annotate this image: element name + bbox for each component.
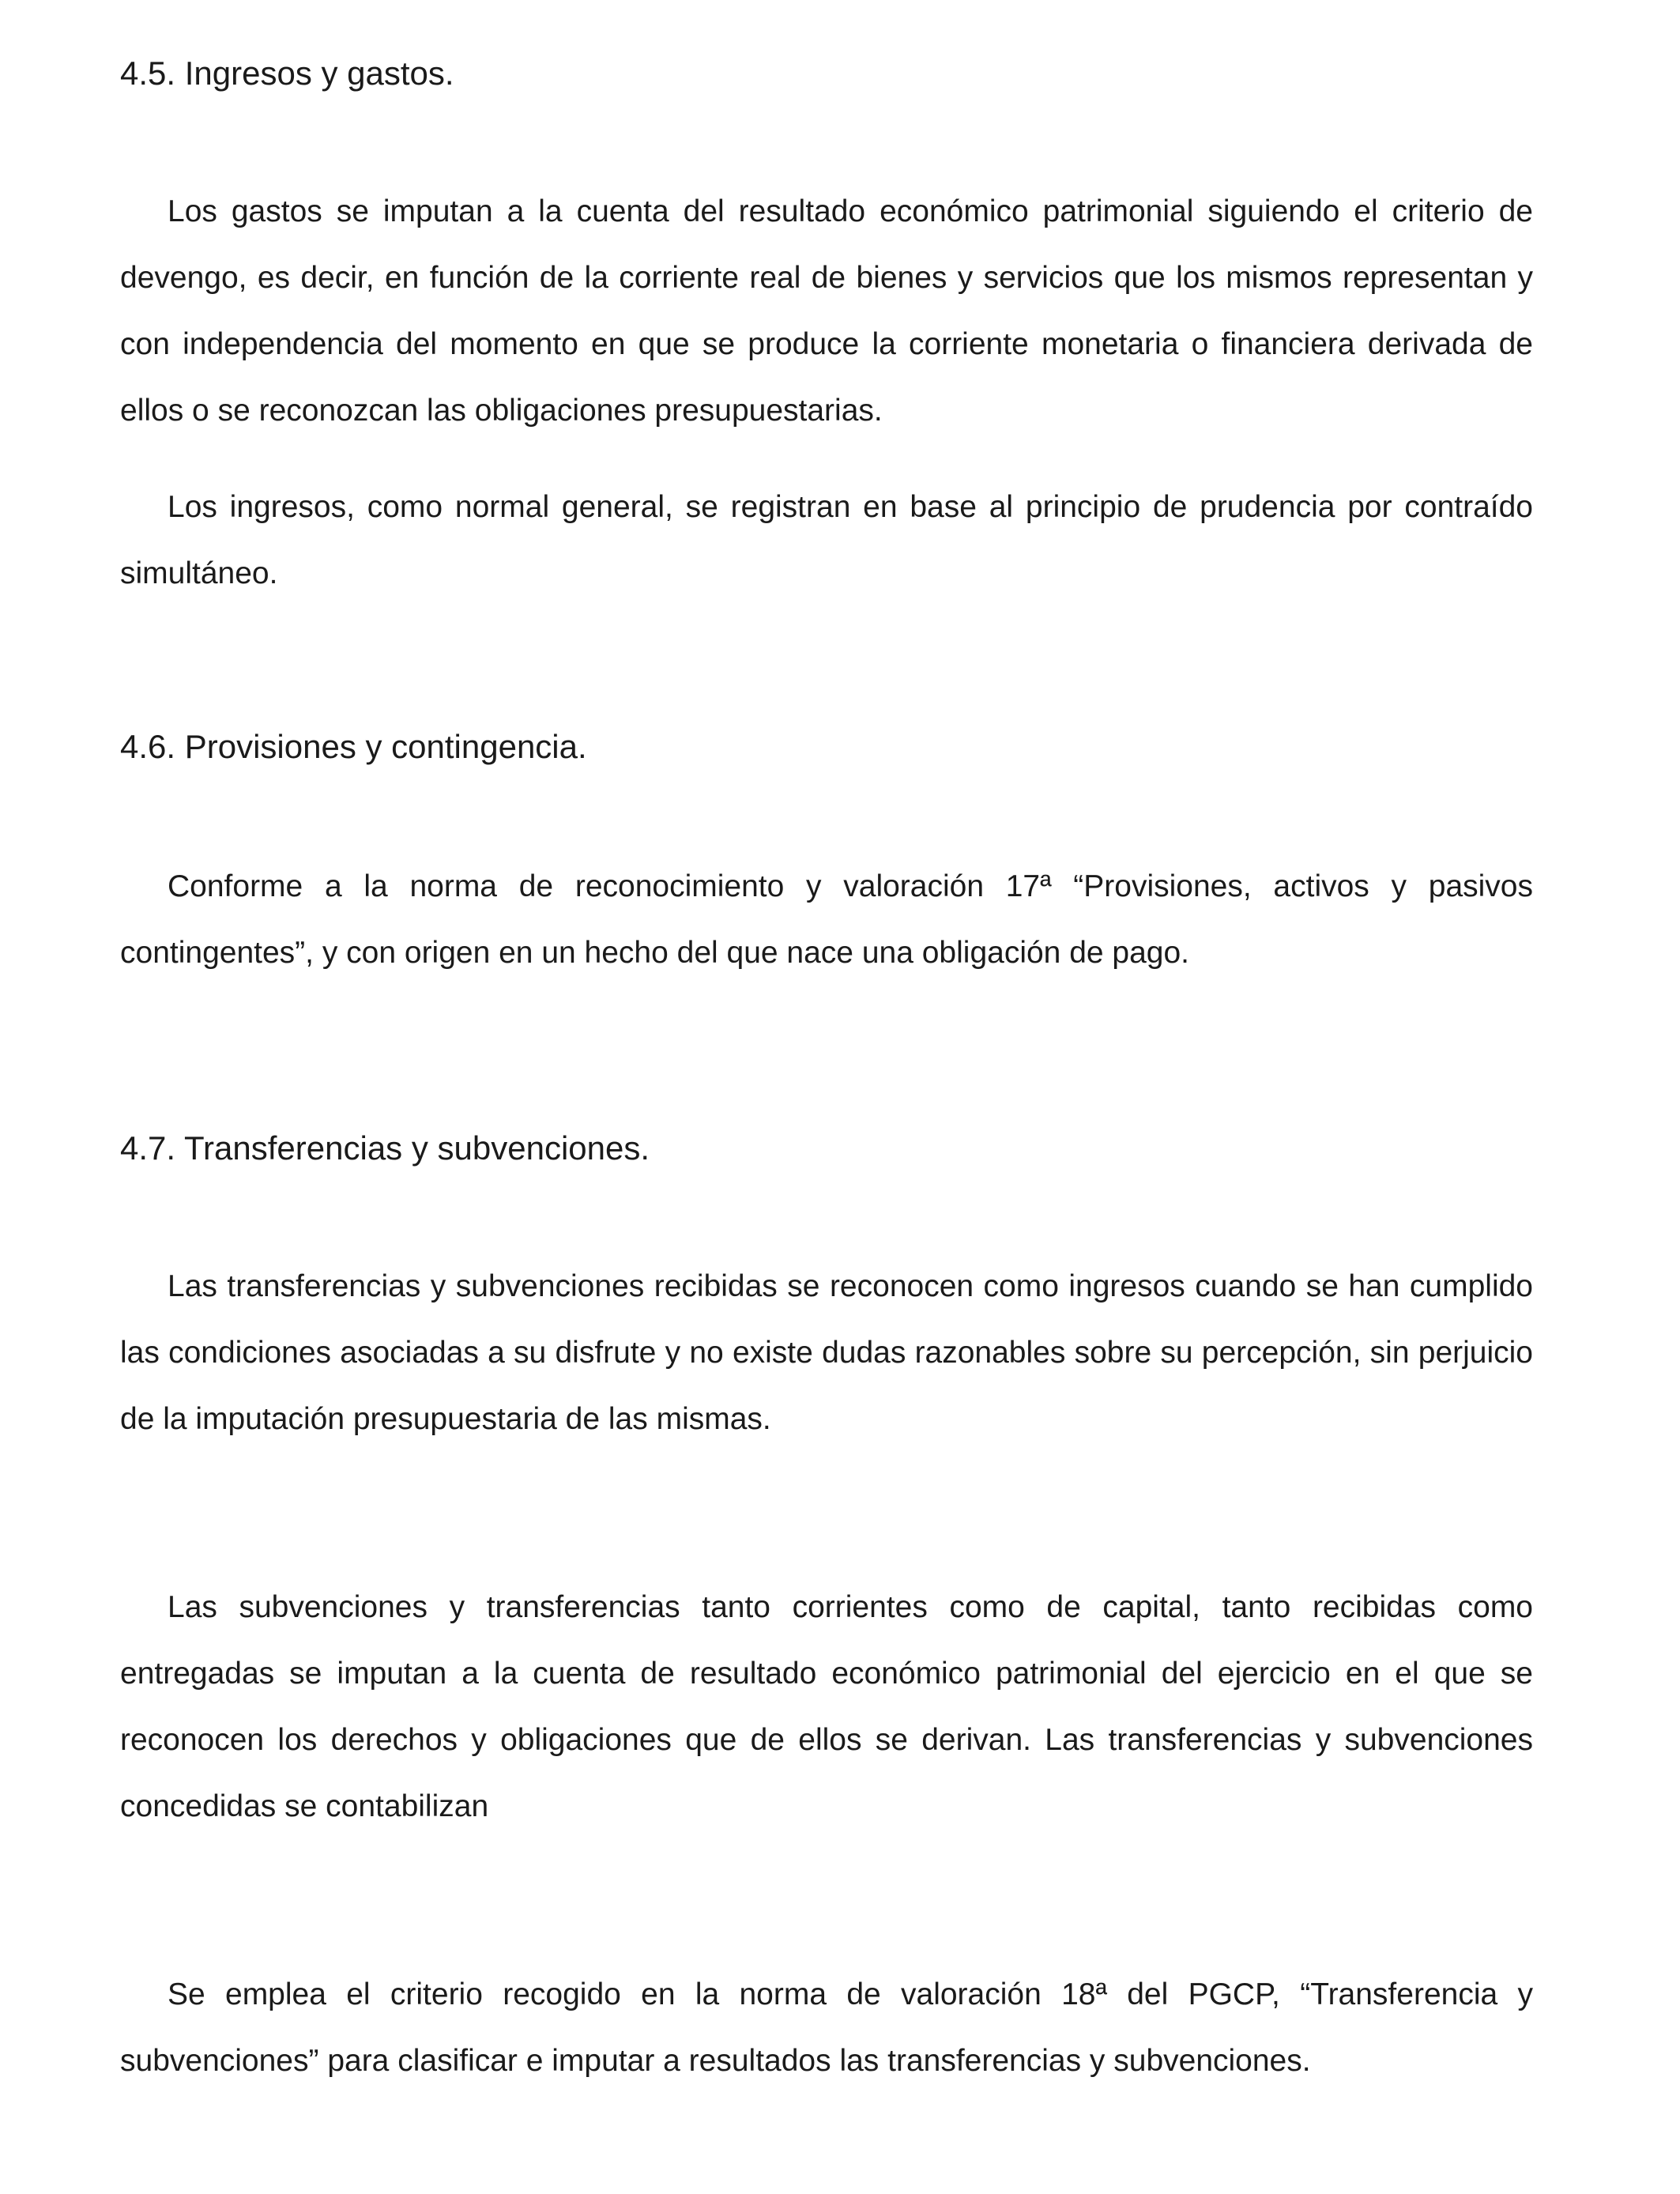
- section-heading-ingresos-gastos: 4.5. Ingresos y gastos.: [120, 55, 454, 92]
- paragraph-transferencias-recibidas: Las transferencias y subvenciones recibidas se reconocen como ingresos cuando se han cumplido las condiciones asociadas a su disfrute y no existe dudas razonables sobre su percepción, sin perjuicio de la imputación presupuestaria de las mismas.: [120, 1269, 1533, 1436]
- paragraph-ingresos: Los ingresos, como normal general, se registran en base al principio de prudencia por contraído simultáneo.: [120, 490, 1533, 590]
- paragraph-provisiones: Conforme a la norma de reconocimiento y valoración 17ª “Provisiones, activos y pasivos contingentes”, y con origen en un hecho del que nace una obligación de pago.: [120, 869, 1533, 970]
- section-heading-transferencias: 4.7. Transferencias y subvenciones.: [120, 1129, 650, 1167]
- paragraph-criterio-pgcp: Se emplea el criterio recogido en la norma de valoración 18ª del PGCP, “Transferencia y subvenciones” para clasificar e imputar a resultados las transferencias y subvenciones.: [120, 1977, 1533, 2078]
- paragraph-gastos: Los gastos se imputan a la cuenta del resultado económico patrimonial siguiendo el criterio de devengo, es decir, en función de la corriente real de bienes y servicios que los mismos representan y con independencia del momento en que se produce la corriente monetaria o financiera derivada de ellos o se reconozcan las obligaciones presupuestarias.: [120, 194, 1533, 428]
- section-heading-provisiones: 4.6. Provisiones y contingencia.: [120, 728, 587, 765]
- paragraph-subvenciones-imputacion: Las subvenciones y transferencias tanto corrientes como de capital, tanto recibidas como entregadas se imputan a la cuenta de resultado económico patrimonial del ejercicio en el que se reconocen los derechos y obligaciones que de ellos se derivan. Las transferencias y subvenciones concedidas se contabilizan: [120, 1590, 1533, 1823]
